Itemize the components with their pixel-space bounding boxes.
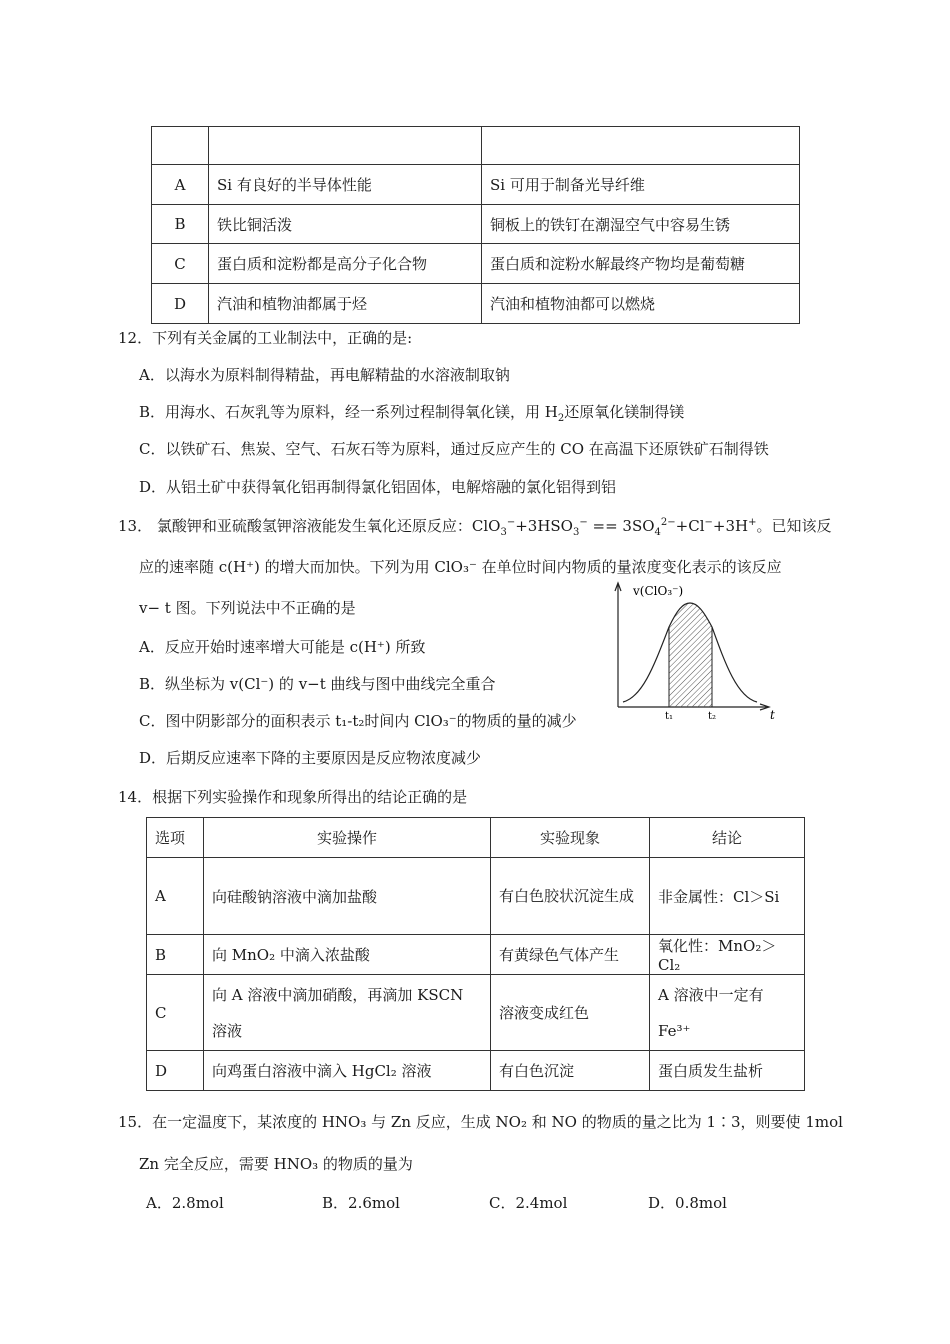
table-cell: Si 可用于制备光导纤维 xyxy=(482,165,800,205)
q15-line2: Zn 完全反应，需要 HNO₃ 的物质的量为 xyxy=(139,1155,413,1173)
table-cell: 有黄绿色气体产生 xyxy=(491,935,650,975)
header-cell-option: 选项 xyxy=(147,818,204,858)
eq-sub: 3 xyxy=(572,527,580,538)
table-header-row xyxy=(147,818,805,858)
table-row xyxy=(147,858,805,935)
q11-table xyxy=(151,126,800,324)
q15-option-d: D．0.8mol xyxy=(648,1194,727,1212)
y-axis-label: v(ClO₃⁻) xyxy=(633,584,684,598)
header-cell-conclusion: 结论 xyxy=(650,818,805,858)
eq-sup: − xyxy=(506,517,516,528)
table-cell: 向 A 溶液中滴加硝酸，再滴加 KSCN 溶液 xyxy=(204,975,491,1051)
table-cell xyxy=(482,127,800,165)
table-cell: C xyxy=(147,975,204,1051)
eq-text: +Cl xyxy=(675,517,705,535)
table-cell: 向 MnO₂ 中滴入浓盐酸 xyxy=(204,935,491,975)
q12-b-text-2: 还原氧化镁制得镁 xyxy=(564,403,685,421)
vt-graph xyxy=(603,575,783,720)
q12-stem: 12．下列有关金属的工业制法中，正确的是: xyxy=(118,329,413,347)
eq-text: +3H xyxy=(712,517,749,535)
eq-text: +3HSO xyxy=(515,517,573,535)
table-row xyxy=(152,244,800,284)
eq-text: 。已知该反 xyxy=(756,517,832,535)
header-cell-operation: 实验操作 xyxy=(204,818,491,858)
q12-b-sub: 2 xyxy=(557,413,565,424)
table-cell: A xyxy=(147,858,204,935)
table-cell: 汽油和植物油都可以燃烧 xyxy=(482,284,800,324)
table-cell: 铜板上的铁钉在潮湿空气中容易生锈 xyxy=(482,205,800,244)
table-cell: D xyxy=(152,284,209,324)
table-row xyxy=(152,127,800,165)
t2-label: t₂ xyxy=(708,711,717,720)
eq-text: == 3SO xyxy=(587,517,655,535)
q12-option-b xyxy=(139,401,684,424)
table-cell: 有白色沉淀 xyxy=(491,1051,650,1091)
q13-option-c: C．图中阴影部分的面积表示 t₁-t₂时间内 ClO₃⁻的物质的量的减少 xyxy=(139,712,577,730)
table-cell: 蛋白质和淀粉都是高分子化合物 xyxy=(209,244,482,284)
table-row xyxy=(147,935,805,975)
q13-line2: 应的速率随 c(H⁺) 的增大而加快。下列为用 ClO₃⁻ 在单位时间内物质的量浓度变化表示的该反应 xyxy=(139,558,782,576)
q13-option-b: B．纵坐标为 v(Cl⁻) 的 v−t 曲线与图中曲线完全重合 xyxy=(139,675,496,693)
q14-table xyxy=(146,817,805,1091)
eq-sup: − xyxy=(579,517,588,528)
q13-stem-text: 13． 氯酸钾和亚硫酸氢钾溶液能发生氧化还原反应：ClO xyxy=(118,517,501,535)
t1-label: t₁ xyxy=(665,711,674,720)
table-cell: 溶液变成红色 xyxy=(491,975,650,1051)
q13-stem xyxy=(118,515,832,538)
q12-option-c: C．以铁矿石、焦炭、空气、石灰石等为原料，通过反应产生的 CO 在高温下还原铁矿石制得铁 xyxy=(139,440,769,458)
table-cell: 有白色胶状沉淀生成 xyxy=(491,858,650,935)
table-cell: 向硅酸钠溶液中滴加盐酸 xyxy=(204,858,491,935)
eq-sup: + xyxy=(748,517,757,528)
q13-option-a: A．反应开始时速率增大可能是 c(H⁺) 所致 xyxy=(139,638,426,656)
eq-sup: − xyxy=(704,517,713,528)
q15-option-a: A．2.8mol xyxy=(146,1194,224,1212)
table-cell: A 溶液中一定有 Fe³⁺ xyxy=(650,975,805,1051)
x-axis-label: t xyxy=(770,708,775,720)
table-row xyxy=(152,205,800,244)
table-cell: B xyxy=(147,935,204,975)
table-row xyxy=(147,1051,805,1091)
q13-line3: v− t 图。下列说法中不正确的是 xyxy=(139,599,356,617)
table-row xyxy=(147,975,805,1051)
q15-stem: 15．在一定温度下，某浓度的 HNO₃ 与 Zn 反应，生成 NO₂ 和 NO 的物质的量之比为 1∶3，则要使 1mol xyxy=(118,1113,843,1131)
eq-sub: 3 xyxy=(500,527,507,538)
shaded-area xyxy=(669,603,712,707)
table-cell: 蛋白质和淀粉水解最终产物均是葡萄糖 xyxy=(482,244,800,284)
table-cell: C xyxy=(152,244,209,284)
q14-stem: 14．根据下列实验操作和现象所得出的结论正确的是 xyxy=(118,788,468,806)
q12-b-text: B．用海水、石灰乳等为原料，经一系列过程制得氧化镁，用 H xyxy=(139,403,558,421)
header-cell-phenomenon: 实验现象 xyxy=(491,818,650,858)
table-row xyxy=(152,284,800,324)
q13-option-d: D．后期反应速率下降的主要原因是反应物浓度减少 xyxy=(139,749,482,767)
eq-sup: 2− xyxy=(660,517,676,528)
table-cell: A xyxy=(152,165,209,205)
table-cell: 汽油和植物油都属于烃 xyxy=(209,284,482,324)
table-cell: 氧化性：MnO₂＞Cl₂ xyxy=(650,935,805,975)
table-cell: B xyxy=(152,205,209,244)
table-cell: D xyxy=(147,1051,204,1091)
table-cell: 蛋白质发生盐析 xyxy=(650,1051,805,1091)
q12-option-a: A．以海水为原料制得精盐，再电解精盐的水溶液制取钠 xyxy=(139,366,510,384)
q15-option-c: C．2.4mol xyxy=(489,1194,568,1212)
table-cell: 非金属性：Cl＞Si xyxy=(650,858,805,935)
table-row xyxy=(152,165,800,205)
table-cell xyxy=(209,127,482,165)
table-cell: 向鸡蛋白溶液中滴入 HgCl₂ 溶液 xyxy=(204,1051,491,1091)
q15-option-b: B．2.6mol xyxy=(322,1194,400,1212)
table-cell: 铁比铜活泼 xyxy=(209,205,482,244)
table-cell: Si 有良好的半导体性能 xyxy=(209,165,482,205)
table-cell xyxy=(152,127,209,165)
q12-option-d: D．从铝土矿中获得氧化铝再制得氯化铝固体，电解熔融的氯化铝得到铝 xyxy=(139,478,617,496)
eq-sub: 4 xyxy=(654,527,661,538)
